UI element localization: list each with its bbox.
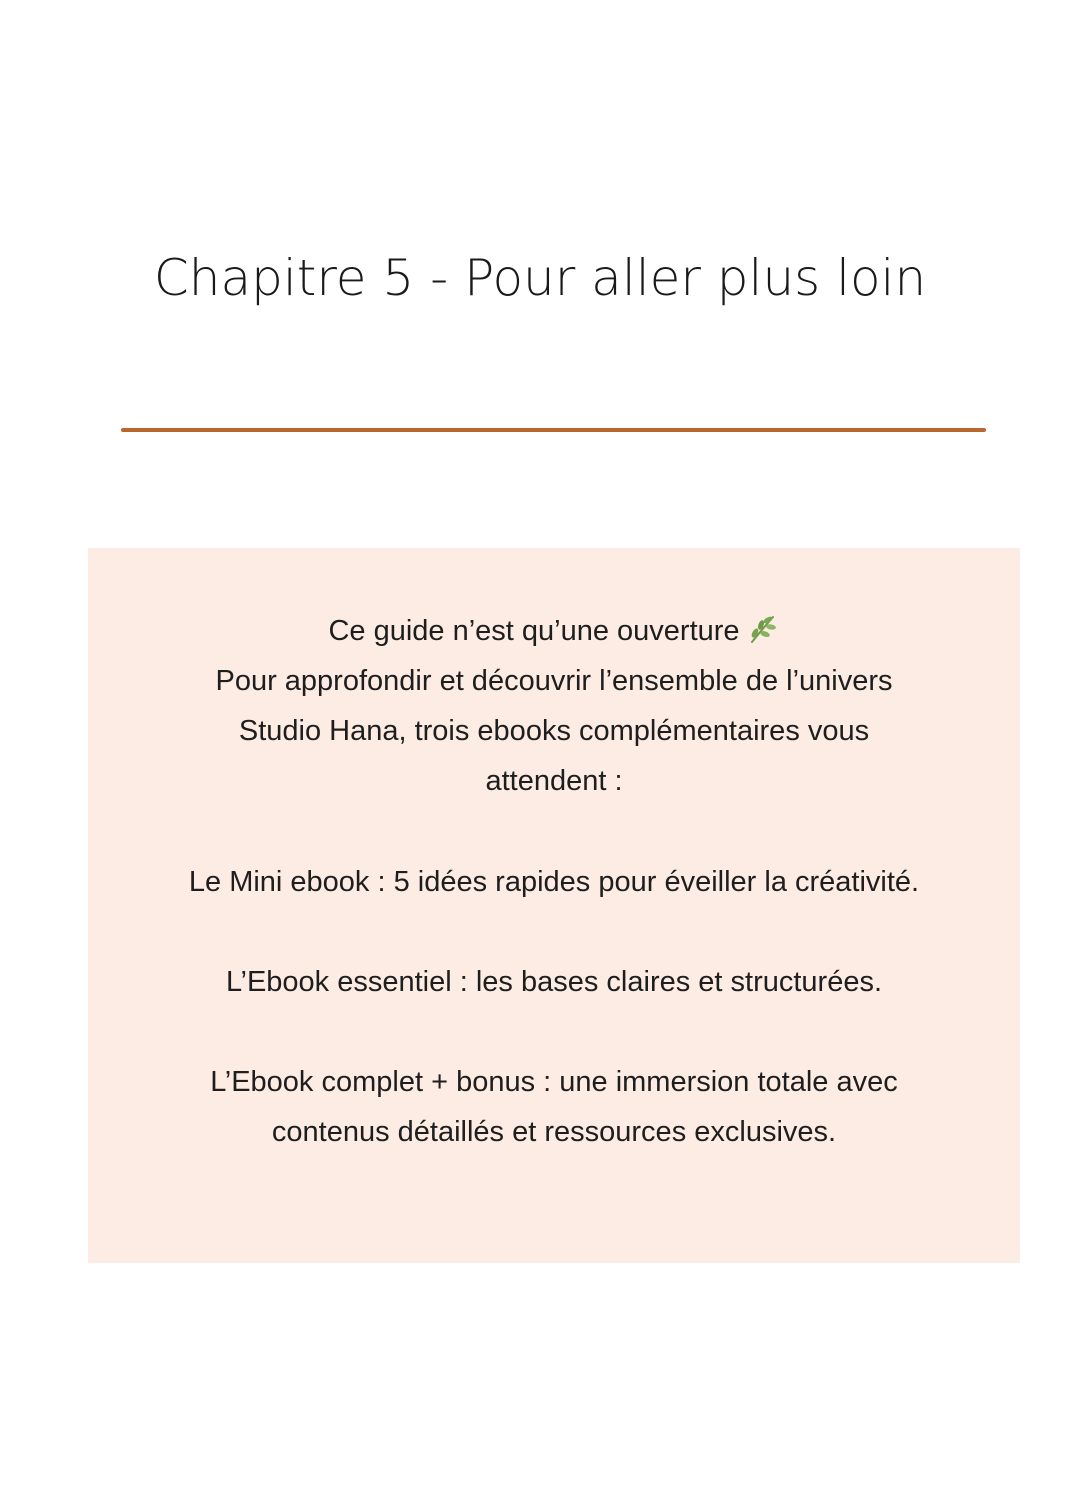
info-box — [88, 548, 1020, 1263]
ebook-item-essentiel: L’Ebook essentiel : les bases claires et structurées. — [225, 966, 883, 998]
leaf-sprig-icon — [746, 612, 780, 646]
intro-line: attendent : — [485, 765, 623, 797]
chapter-title: Chapitre 5 - Pour aller plus loin — [153, 249, 927, 307]
intro-line-text: Ce guide n’est qu’une ouverture — [328, 615, 740, 647]
ebook-item-complet — [88, 1057, 1020, 1157]
intro-paragraph — [88, 606, 1020, 806]
intro-line: Pour approfondir et découvrir l’ensemble de l’univers — [215, 665, 893, 697]
intro-line: Studio Hana, trois ebooks complémentaires vous — [238, 715, 870, 747]
intro-line — [88, 606, 1020, 656]
ebook-item-complet-line: contenus détaillés et ressources exclusives. — [271, 1116, 837, 1148]
ebook-item-complet-text — [88, 1057, 1020, 1157]
ebook-item-mini: Le Mini ebook : 5 idées rapides pour éveiller la créativité. — [188, 866, 920, 898]
title-divider — [121, 428, 986, 432]
ebook-item-complet-line: L’Ebook complet + bonus : une immersion totale avec — [210, 1066, 898, 1098]
